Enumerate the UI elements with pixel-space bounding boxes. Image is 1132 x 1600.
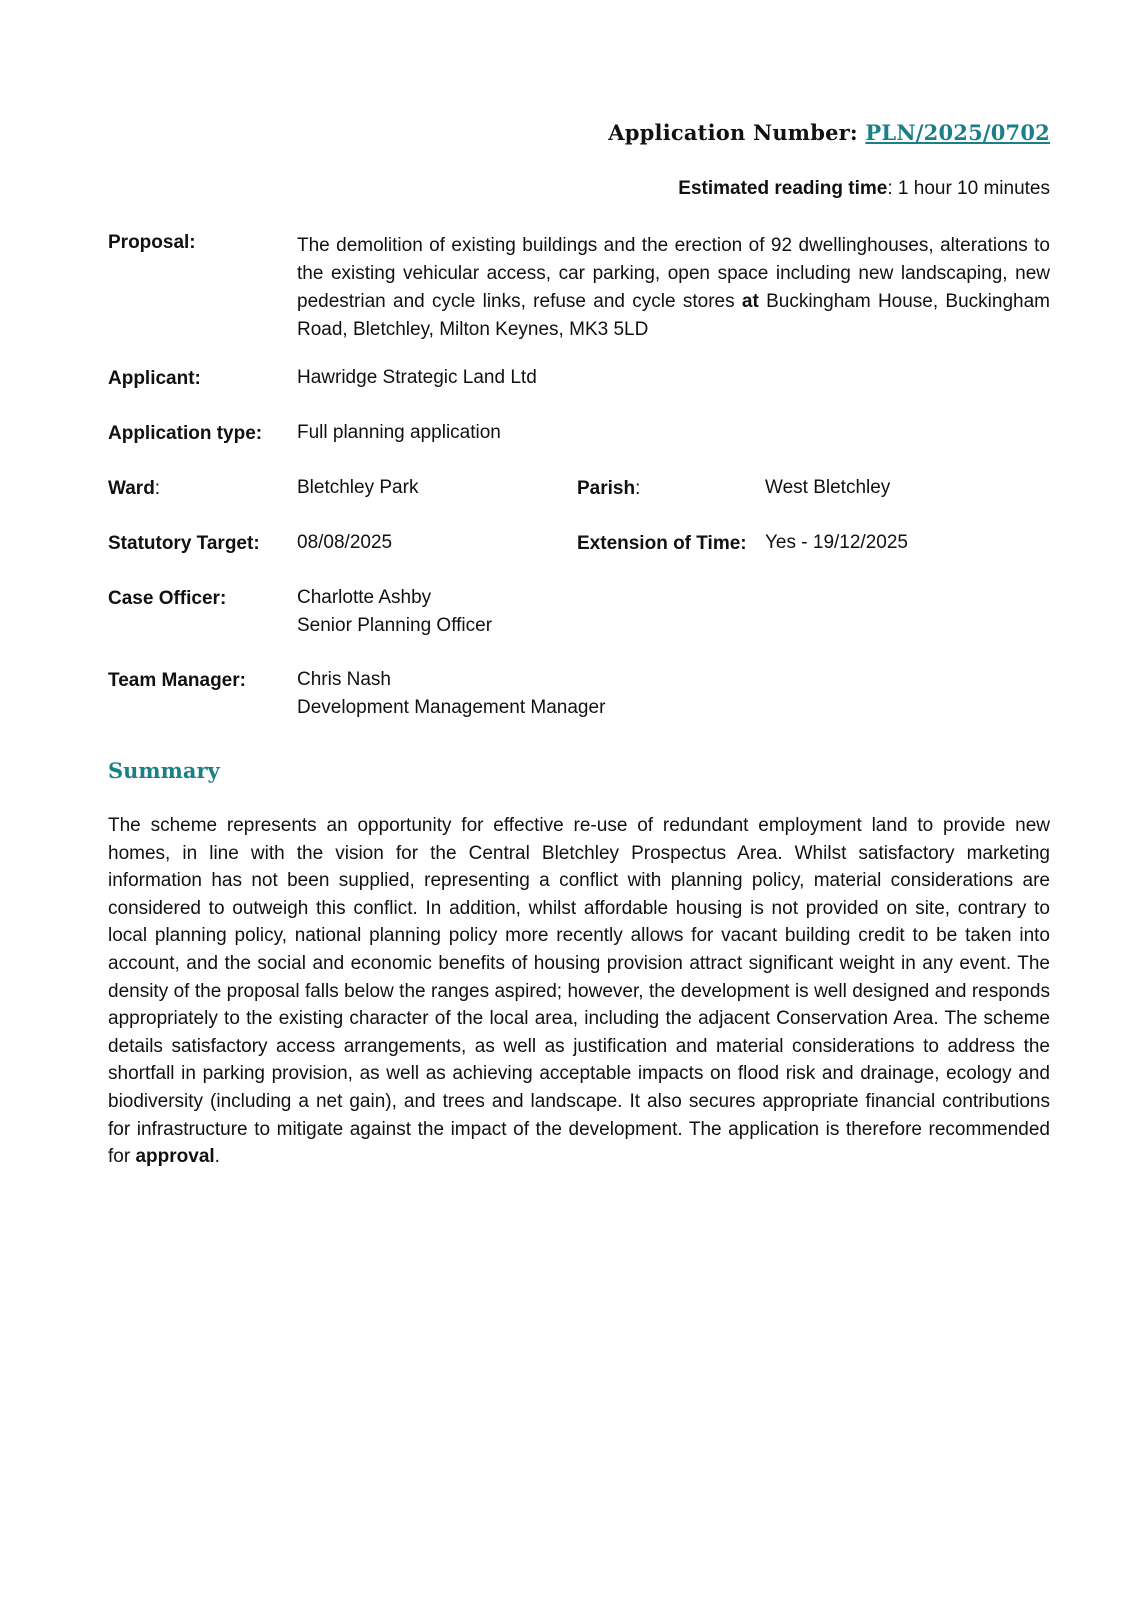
team-manager-value: [297, 666, 605, 722]
team-manager-name: Chris Nash: [297, 669, 391, 690]
statutory-target-value: 08/08/2025: [297, 532, 393, 553]
application-type-value: Full planning application: [297, 422, 501, 443]
proposal-text: The demolition of existing buildings and the erection of 92 dwellinghouses, alterations to the existing vehicular access, car parking, open space including new landscaping, new pedestrian and cycle links, refuse and cycle stores: [297, 235, 1050, 312]
ward-value: Bletchley Park: [297, 477, 419, 498]
summary-end-punctuation: .: [214, 1146, 220, 1168]
case-officer-name: Charlotte Ashby: [297, 587, 432, 608]
summary-heading: Summary: [108, 758, 220, 783]
ward-label: [108, 478, 160, 500]
proposal-location: Buckingham House, Buckingham Road, Bletchley, Milton Keynes, MK3 5LD: [297, 291, 1050, 340]
reading-time-separator: :: [887, 178, 898, 199]
estimated-reading-time: [678, 178, 1050, 200]
case-officer-value: [297, 584, 492, 640]
ward-label-text: Ward: [108, 478, 155, 499]
reading-time-label: Estimated reading time: [678, 178, 888, 199]
summary-body: [108, 812, 1050, 1171]
applicant-value: Hawridge Strategic Land Ltd: [297, 367, 537, 388]
team-manager-title: Development Management Manager: [297, 697, 606, 718]
team-manager-label: Team Manager:: [108, 670, 246, 691]
parish-label: [577, 478, 640, 500]
proposal-at: at: [741, 291, 759, 312]
statutory-target-label: Statutory Target:: [108, 533, 260, 554]
case-officer-label: Case Officer:: [108, 588, 227, 609]
proposal-value: [297, 232, 1050, 344]
extension-of-time-label: Extension of Time:: [577, 533, 747, 554]
case-officer-title: Senior Planning Officer: [297, 615, 493, 636]
parish-value: West Bletchley: [765, 477, 891, 498]
parish-label-text: Parish: [577, 478, 636, 499]
reading-time-value: 1 hour 10 minutes: [897, 178, 1050, 199]
application-number: [608, 120, 1050, 145]
proposal-label: Proposal:: [108, 232, 196, 253]
application-number-label: Application Number:: [608, 120, 858, 145]
ward-label-colon: :: [154, 478, 161, 499]
application-number-link[interactable]: PLN/2025/0702: [865, 120, 1050, 145]
application-type-label: Application type:: [108, 423, 263, 444]
applicant-label: Applicant:: [108, 368, 201, 389]
summary-recommendation: approval: [135, 1146, 215, 1168]
extension-of-time-value: Yes - 19/12/2025: [765, 532, 908, 553]
summary-paragraph: The scheme represents an opportunity for effective re-use of redundant employment land to provide new homes, in line with the vision for the Central Bletchley Prospectus Area. Whilst satisfactory marketing information has not been supplied, representing a conflict with planning policy, material considerations are considered to outweigh this conflict. In addition, whilst affordable housing is not provided on site, contrary to local planning policy, national planning policy more recently allows for vacant building credit to be taken into account, and the social and economic benefits of housing provision attract significant weight in any event. The density of the proposal falls below the ranges aspired; however, the development is well designed and responds appropriately to the existing character of the local area, including the adjacent Conservation Area. The scheme details satisfactory access arrangements, as well as justification and material considerations to address the shortfall in parking provision, as well as achieving acceptable impacts on flood risk and drainage, ecology and biodiversity (including a net gain), and trees and landscape. It also secures appropriate financial contributions for infrastructure to mitigate against the impact of the development. The application is therefore recommended for: [108, 815, 1050, 1168]
parish-label-colon: :: [635, 478, 641, 499]
